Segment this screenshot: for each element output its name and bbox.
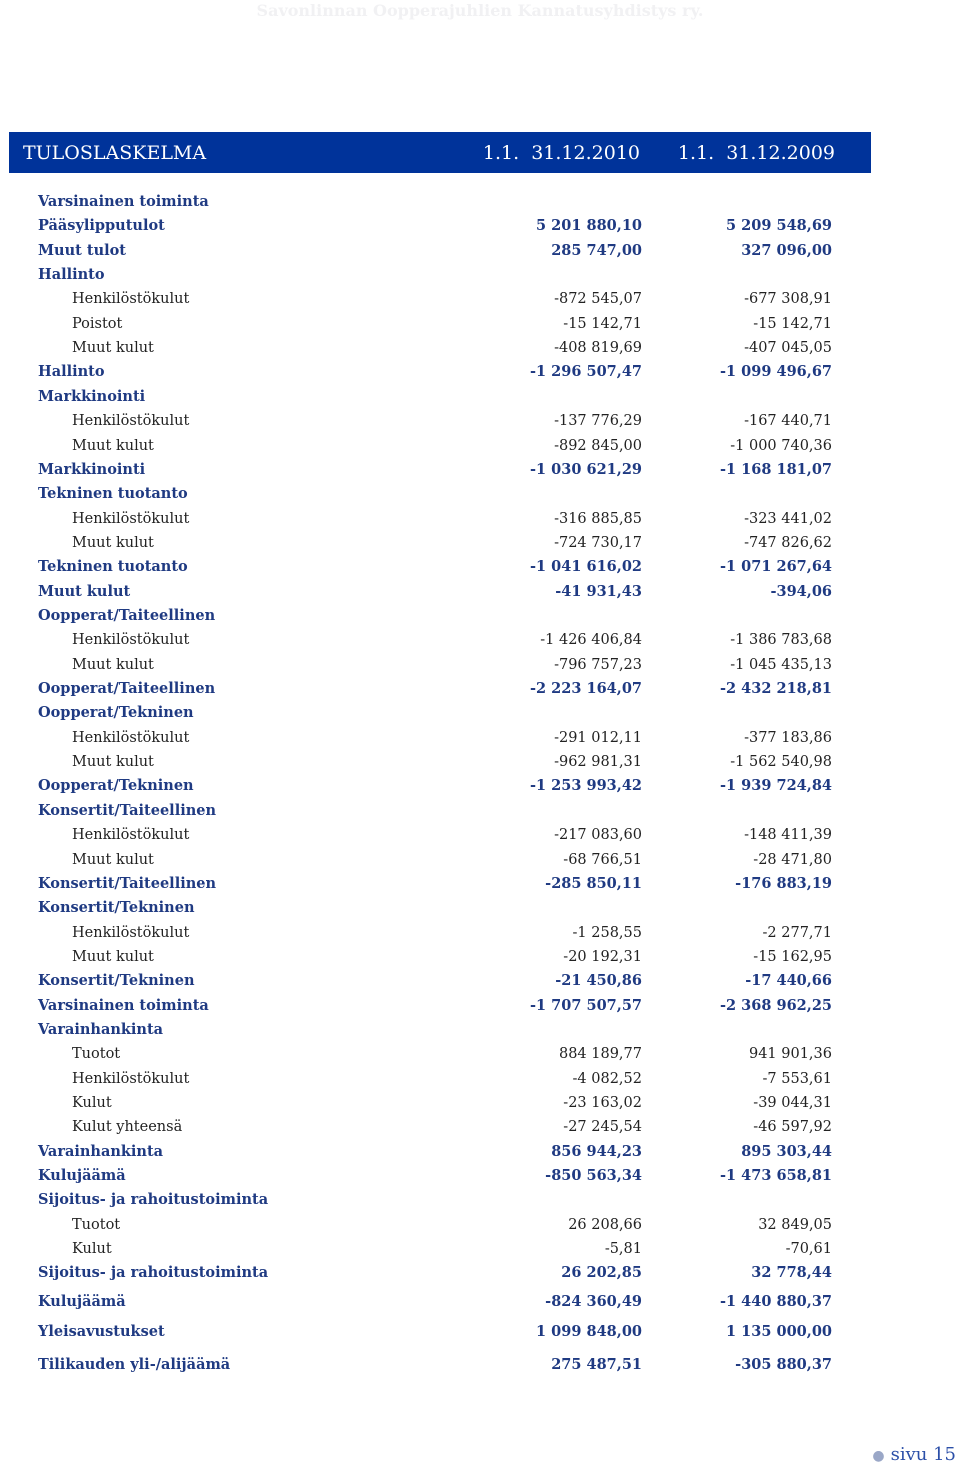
table-row xyxy=(0,1091,960,1115)
row-label: Varainhankinta xyxy=(38,1020,164,1038)
row-label: Kulujäämä xyxy=(38,1167,126,1184)
table-row xyxy=(0,969,960,993)
row-label: Oopperat/Taiteellinen xyxy=(38,607,216,624)
value-2010: -724 730,17 xyxy=(554,534,642,551)
row-label: Poistot xyxy=(72,315,123,332)
table-row xyxy=(0,1320,960,1344)
statement-title: TULOSLASKELMA xyxy=(23,142,207,164)
value-2010: -1 253 993,42 xyxy=(530,777,642,795)
table-row xyxy=(0,604,960,628)
table-row xyxy=(0,726,960,750)
page-number: sivu 15 xyxy=(890,1444,956,1465)
value-2009: -1 099 496,67 xyxy=(720,363,832,381)
table-row xyxy=(0,385,960,409)
row-label: Konsertit/Tekninen xyxy=(38,899,195,917)
value-2009: -1 440 880,37 xyxy=(720,1292,832,1310)
value-2010: -137 776,29 xyxy=(554,413,642,430)
table-row xyxy=(0,896,960,920)
table-row xyxy=(0,774,960,798)
table-row xyxy=(0,1237,960,1261)
row-label: Henkilöstökulut xyxy=(72,510,190,527)
value-2010: -5,81 xyxy=(604,1241,642,1258)
table-row xyxy=(0,1140,960,1164)
table-row xyxy=(0,531,960,555)
value-2010: -291 012,11 xyxy=(554,729,642,746)
value-2009: -167 440,71 xyxy=(744,413,832,430)
value-2010: 26 202,85 xyxy=(561,1264,642,1282)
value-2010: 26 208,66 xyxy=(568,1216,642,1233)
table-row xyxy=(0,409,960,433)
value-2010: -962 981,31 xyxy=(554,754,642,771)
value-2009: -2 277,71 xyxy=(762,924,832,941)
value-2009: -377 183,86 xyxy=(744,729,832,746)
statement-header-bar xyxy=(9,132,871,173)
table-row xyxy=(0,190,960,214)
value-2009: -1 473 658,81 xyxy=(720,1167,832,1184)
row-label: Pääsylipputulot xyxy=(38,217,165,235)
value-2010: -285 850,11 xyxy=(545,874,642,892)
value-2009: 941 901,36 xyxy=(748,1046,832,1063)
row-label: Oopperat/Taiteellinen xyxy=(38,680,216,697)
row-label: Oopperat/Tekninen xyxy=(38,777,194,795)
row-label: Tilikauden yli-/alijäämä xyxy=(38,1355,231,1373)
value-2010: -1 426 406,84 xyxy=(540,632,642,649)
value-2009: -1 045 435,13 xyxy=(730,656,832,673)
value-2010: 5 201 880,10 xyxy=(536,217,642,235)
value-2009: -148 411,39 xyxy=(744,827,832,844)
table-row xyxy=(0,507,960,531)
table-row xyxy=(0,823,960,847)
value-2010: -68 766,51 xyxy=(563,851,642,868)
table-row xyxy=(0,336,960,360)
row-label: Hallinto xyxy=(38,266,105,284)
value-2009: -394,06 xyxy=(770,582,832,600)
value-2010: -2 223 164,07 xyxy=(530,680,642,697)
row-label: Tekninen tuotanto xyxy=(38,485,188,503)
table-row xyxy=(0,458,960,482)
value-2010: -20 192,31 xyxy=(563,948,642,965)
value-2009: -1 939 724,84 xyxy=(720,777,832,795)
value-2009: -39 044,31 xyxy=(753,1095,832,1111)
row-label: Tuotot xyxy=(72,1046,121,1063)
value-2009: -46 597,92 xyxy=(753,1119,832,1136)
value-2009: 895 303,44 xyxy=(741,1142,832,1160)
row-label: Varsinainen toiminta xyxy=(38,193,209,210)
row-label: Kulut xyxy=(72,1241,112,1258)
value-2010: -1 258,55 xyxy=(572,924,642,941)
period-2009-header: 1.1. 31.12.2009 xyxy=(677,142,835,164)
table-row xyxy=(0,872,960,896)
value-2010: -15 142,71 xyxy=(563,315,642,332)
table-row xyxy=(0,945,960,969)
row-label: Konsertit/Taiteellinen xyxy=(38,874,217,892)
row-label: Muut kulut xyxy=(72,851,154,868)
row-label: Sijoitus- ja rahoitustoiminta xyxy=(38,1191,269,1209)
value-2009: -2 432 218,81 xyxy=(720,680,832,697)
row-label: Tekninen tuotanto xyxy=(38,558,188,576)
row-label: Muut kulut xyxy=(72,437,154,454)
row-label: Henkilöstökulut xyxy=(72,632,190,649)
value-2009: -17 440,66 xyxy=(745,972,832,990)
value-2009: -1 562 540,98 xyxy=(730,754,832,771)
value-2009: -1 168 181,07 xyxy=(720,460,832,478)
value-2010: -1 030 621,29 xyxy=(530,460,642,478)
table-row xyxy=(0,287,960,311)
value-2009: -1 071 267,64 xyxy=(720,558,832,576)
table-row xyxy=(0,580,960,604)
table-row xyxy=(0,1164,960,1188)
row-label: Muut kulut xyxy=(72,948,154,965)
row-label: Kulut yhteensä xyxy=(72,1119,183,1136)
value-2010: -23 163,02 xyxy=(563,1095,642,1111)
table-row xyxy=(0,750,960,774)
value-2009: -2 368 962,25 xyxy=(720,996,832,1014)
row-label: Henkilöstökulut xyxy=(72,827,190,844)
value-2009: 327 096,00 xyxy=(741,241,832,259)
value-2009: -747 826,62 xyxy=(744,534,832,551)
table-row xyxy=(0,434,960,458)
table-row xyxy=(0,1213,960,1237)
table-row xyxy=(0,1018,960,1042)
table-row xyxy=(0,628,960,652)
bullet-icon: ● xyxy=(872,1448,885,1464)
value-2010: -316 885,85 xyxy=(554,510,642,527)
table-row xyxy=(0,1042,960,1066)
value-2010: -1 041 616,02 xyxy=(530,558,642,576)
value-2009: -323 441,02 xyxy=(744,510,832,527)
value-2009: -1 386 783,68 xyxy=(730,632,832,649)
value-2009: -15 162,95 xyxy=(753,948,832,965)
value-2010: -4 082,52 xyxy=(572,1070,642,1087)
value-2010: -41 931,43 xyxy=(555,582,642,600)
value-2010: 1 099 848,00 xyxy=(536,1323,642,1341)
row-label: Muut kulut xyxy=(72,754,154,771)
value-2010: -796 757,23 xyxy=(554,656,642,673)
value-2010: -872 545,07 xyxy=(554,291,642,308)
value-2009: -677 308,91 xyxy=(744,291,832,308)
value-2009: -305 880,37 xyxy=(735,1355,832,1373)
row-label: Tuotot xyxy=(72,1216,121,1233)
table-row xyxy=(0,1188,960,1212)
row-label: Sijoitus- ja rahoitustoiminta xyxy=(38,1264,269,1282)
table-row xyxy=(0,360,960,384)
table-row xyxy=(0,677,960,701)
row-label: Henkilöstökulut xyxy=(72,924,190,941)
row-label: Muut kulut xyxy=(72,656,154,673)
row-label: Varsinainen toiminta xyxy=(38,996,209,1014)
row-label: Kulujäämä xyxy=(38,1292,126,1310)
row-label: Henkilöstökulut xyxy=(72,729,190,746)
row-label: Varainhankinta xyxy=(38,1142,164,1160)
value-2009: -15 142,71 xyxy=(753,315,832,332)
table-row xyxy=(0,848,960,872)
row-label: Konsertit/Taiteellinen xyxy=(38,801,217,819)
page-footer xyxy=(872,1444,956,1465)
table-row xyxy=(0,482,960,506)
value-2010: 285 747,00 xyxy=(551,241,642,259)
value-2009: -7 553,61 xyxy=(762,1070,832,1087)
row-label: Yleisavustukset xyxy=(38,1323,165,1341)
table-row xyxy=(0,555,960,579)
row-label: Kulut xyxy=(72,1095,112,1111)
table-row xyxy=(0,239,960,263)
value-2010: 884 189,77 xyxy=(558,1046,642,1063)
table-row xyxy=(0,994,960,1018)
table-row xyxy=(0,312,960,336)
value-2010: 275 487,51 xyxy=(551,1355,642,1373)
row-label: Markkinointi xyxy=(38,460,146,478)
value-2009: 32 849,05 xyxy=(758,1216,832,1233)
row-label: Muut kulut xyxy=(38,582,131,600)
row-label: Muut kulut xyxy=(72,534,154,551)
period-2010-header: 1.1. 31.12.2010 xyxy=(482,142,640,164)
value-2010: -21 450,86 xyxy=(555,972,642,990)
value-2009: -407 045,05 xyxy=(744,340,832,357)
row-label: Oopperat/Tekninen xyxy=(38,704,194,722)
value-2010: -408 819,69 xyxy=(554,340,642,357)
value-2009: 1 135 000,00 xyxy=(726,1323,832,1341)
table-row xyxy=(0,653,960,677)
value-2010: -1 296 507,47 xyxy=(530,363,642,381)
table-row xyxy=(0,921,960,945)
row-label: Hallinto xyxy=(38,363,105,381)
row-label: Konsertit/Tekninen xyxy=(38,972,195,990)
value-2009: -28 471,80 xyxy=(753,851,832,868)
row-label: Henkilöstökulut xyxy=(72,291,190,308)
value-2010: 856 944,23 xyxy=(551,1142,642,1160)
table-row xyxy=(0,1115,960,1139)
table-row xyxy=(0,263,960,287)
row-label: Muut kulut xyxy=(72,340,154,357)
value-2009: 5 209 548,69 xyxy=(726,217,832,235)
table-row xyxy=(0,1353,960,1377)
value-2010: -892 845,00 xyxy=(554,437,642,454)
value-2009: -1 000 740,36 xyxy=(730,437,832,454)
value-2010: -824 360,49 xyxy=(545,1292,642,1310)
value-2009: -176 883,19 xyxy=(735,874,832,892)
table-row xyxy=(0,214,960,238)
row-label: Muut tulot xyxy=(38,241,126,259)
row-label: Markkinointi xyxy=(38,387,146,405)
organization-title: Savonlinnan Oopperajuhlien Kannatusyhdistys ry. xyxy=(256,1,704,20)
value-2010: -1 707 507,57 xyxy=(530,996,642,1014)
value-2010: -27 245,54 xyxy=(563,1119,642,1136)
table-row xyxy=(0,799,960,823)
table-row xyxy=(0,701,960,725)
value-2010: -850 563,34 xyxy=(545,1167,642,1184)
table-row xyxy=(0,1290,960,1314)
value-2009: 32 778,44 xyxy=(751,1264,832,1282)
value-2010: -217 083,60 xyxy=(554,827,642,844)
table-row xyxy=(0,1067,960,1091)
value-2009: -70,61 xyxy=(785,1241,832,1258)
row-label: Henkilöstökulut xyxy=(72,1070,190,1087)
row-label: Henkilöstökulut xyxy=(72,413,190,430)
table-row xyxy=(0,1261,960,1285)
